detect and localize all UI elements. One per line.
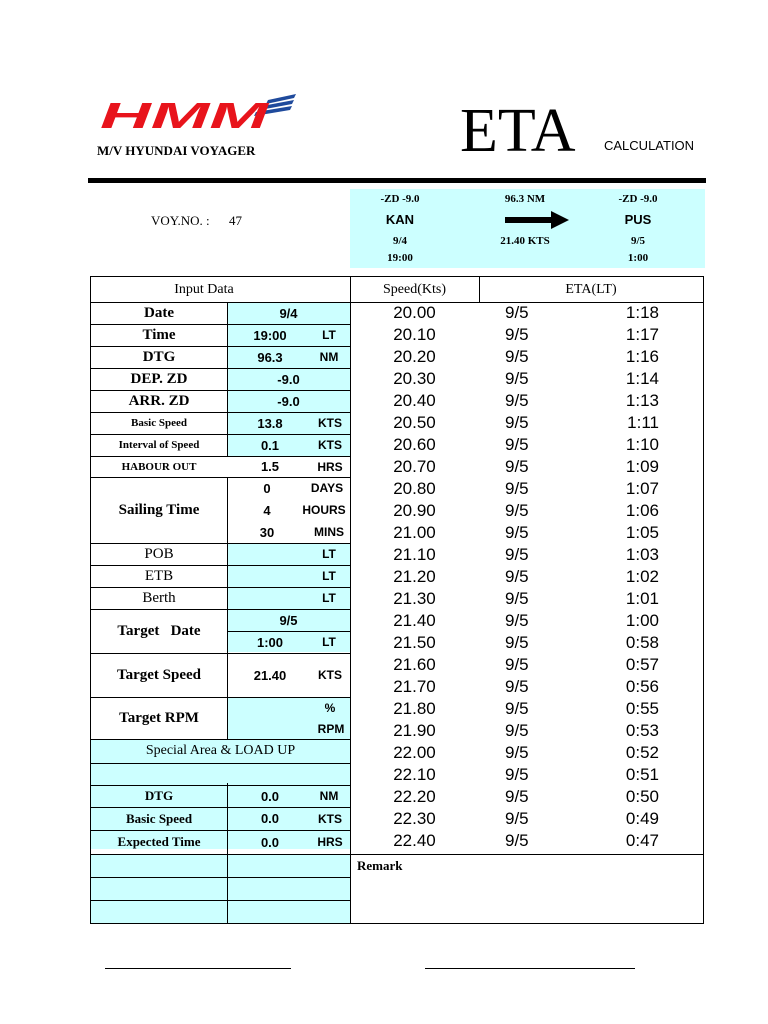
- result-speed: 20.70: [393, 457, 436, 476]
- result-date: 9/5: [505, 831, 529, 850]
- special-dtg-unit: NM: [319, 789, 339, 803]
- result-time: 1:17: [625, 325, 659, 344]
- result-date: 9/5: [505, 479, 529, 498]
- result-date: 9/5: [505, 611, 529, 630]
- basic-speed-unit: KTS: [318, 416, 342, 430]
- result-speed: 21.60: [393, 655, 436, 674]
- result-speed: 20.60: [393, 435, 436, 454]
- result-speed: 20.30: [393, 369, 436, 388]
- expected-time-input[interactable]: 0.0: [260, 834, 280, 850]
- result-speed: 21.90: [393, 721, 436, 740]
- date-label: Date: [144, 304, 174, 321]
- result-speed: 20.00: [393, 303, 436, 322]
- result-speed: 21.50: [393, 633, 436, 652]
- arr-time: 1:00: [627, 252, 649, 264]
- result-date: 9/5: [505, 765, 529, 784]
- speed-header: Speed(Kts): [383, 281, 446, 297]
- result-speed: 22.10: [393, 765, 436, 784]
- result-date: 9/5: [505, 677, 529, 696]
- result-time: 1:11: [627, 413, 659, 432]
- time-unit: LT: [322, 328, 336, 342]
- harbour-out-input[interactable]: 1.5: [260, 459, 280, 474]
- result-date: 9/5: [505, 809, 529, 828]
- target-date-input[interactable]: 9/5: [279, 612, 298, 628]
- sailing-days-unit: DAYS: [310, 481, 344, 495]
- result-time: 1:09: [625, 457, 659, 476]
- result-date: 9/5: [505, 435, 529, 454]
- special-basic-speed-input[interactable]: 0.0: [260, 811, 280, 826]
- remark-label: Remark: [357, 858, 403, 873]
- sailing-mins-value: 30: [259, 524, 275, 540]
- result-speed: 20.50: [393, 413, 436, 432]
- date-input[interactable]: 9/4: [279, 305, 298, 321]
- arr-zone: -ZD -9.0: [618, 193, 658, 205]
- time-input[interactable]: 19:00: [253, 327, 287, 343]
- interval-speed-input[interactable]: 0.1: [260, 437, 280, 453]
- harbour-out-unit: HRS: [317, 459, 343, 474]
- result-speed: 20.90: [393, 501, 436, 520]
- result-date: 9/5: [505, 567, 529, 586]
- berth-label: Berth: [142, 589, 176, 606]
- result-time: 1:06: [625, 501, 659, 520]
- signature-line-right: [425, 968, 635, 969]
- result-speed: 20.10: [393, 325, 436, 344]
- result-date: 9/5: [505, 523, 529, 542]
- result-time: 1:13: [625, 391, 659, 410]
- dep-port: KAN: [385, 212, 415, 227]
- result-date: 9/5: [505, 369, 529, 388]
- result-time: 1:18: [625, 303, 659, 322]
- result-time: 0:49: [625, 809, 659, 828]
- result-date: 9/5: [505, 633, 529, 652]
- page-subtitle: CALCULATION: [604, 138, 695, 153]
- etb-unit: LT: [322, 569, 336, 583]
- result-time: 1:05: [625, 523, 659, 542]
- result-date: 9/5: [505, 347, 529, 366]
- result-date: 9/5: [505, 721, 529, 740]
- basic-speed-input[interactable]: 13.8: [257, 415, 283, 431]
- result-date: 9/5: [505, 325, 529, 344]
- result-time: 0:51: [625, 765, 659, 784]
- result-speed: 21.80: [393, 699, 436, 718]
- dtg-unit: NM: [319, 350, 339, 364]
- special-dtg-input[interactable]: 0.0: [260, 788, 280, 804]
- result-speed: 20.20: [393, 347, 436, 366]
- input-data-header: Input Data: [174, 281, 234, 297]
- result-speed: 22.20: [393, 787, 436, 806]
- result-date: 9/5: [505, 545, 529, 564]
- result-time: 0:53: [625, 721, 659, 740]
- voyage-label: VOY.NO. :: [151, 213, 210, 228]
- result-speed: 22.30: [393, 809, 436, 828]
- arr-date: 9/5: [630, 235, 646, 247]
- route-speed: 21.40 KTS: [500, 235, 550, 247]
- pob-label: POB: [144, 545, 174, 562]
- logo-text: HMM: [100, 95, 270, 134]
- result-time: 1:10: [625, 435, 659, 454]
- interval-speed-unit: KTS: [318, 438, 342, 452]
- result-time: 0:57: [625, 655, 659, 674]
- sailing-hours-unit: HOURS: [302, 503, 346, 517]
- target-rpm-label: Target RPM: [119, 709, 199, 726]
- pob-unit: LT: [322, 547, 336, 561]
- arr-zd-input[interactable]: -9.0: [277, 393, 300, 409]
- target-speed-input[interactable]: 21.40: [253, 667, 287, 683]
- result-date: 9/5: [505, 655, 529, 674]
- dep-zone: -ZD -9.0: [380, 193, 420, 205]
- route-summary: [350, 189, 705, 268]
- result-time: 1:01: [625, 589, 659, 608]
- expected-time-label: Expected Time: [117, 834, 201, 849]
- result-speed: 21.00: [393, 523, 436, 542]
- eta-header: ETA(LT): [565, 281, 617, 297]
- arr-zd-label: ARR. ZD: [128, 392, 190, 409]
- result-speed: 21.30: [393, 589, 436, 608]
- interval-speed-label: Interval of Speed: [118, 439, 200, 451]
- time-label: Time: [142, 326, 176, 343]
- result-date: 9/5: [505, 743, 529, 762]
- dtg-label: DTG: [142, 348, 176, 365]
- voyage-number: 47: [229, 213, 242, 228]
- hmm-logo: [100, 94, 296, 134]
- route-distance: 96.3 NM: [504, 193, 546, 205]
- result-time: 1:16: [625, 347, 659, 366]
- result-time: 0:52: [625, 743, 659, 762]
- header-divider: [88, 178, 706, 183]
- harbour-out-label: HABOUR OUT: [121, 460, 197, 473]
- target-time-input[interactable]: 1:00: [256, 634, 284, 650]
- result-speed: 21.20: [393, 567, 436, 586]
- target-date-label: Target Date: [117, 622, 201, 639]
- result-date: 9/5: [505, 457, 529, 476]
- dep-date: 9/4: [392, 235, 408, 247]
- result-speed: 21.70: [393, 677, 436, 696]
- arrow-right-icon: [505, 211, 569, 229]
- page-title: ETA: [460, 97, 576, 165]
- target-time-unit: LT: [322, 635, 336, 649]
- result-time: 1:03: [625, 545, 659, 564]
- result-date: 9/5: [505, 413, 529, 432]
- dep-zd-input[interactable]: -9.0: [277, 371, 300, 387]
- result-time: 0:56: [625, 677, 659, 696]
- dep-time: 19:00: [387, 252, 413, 264]
- arr-port: PUS: [624, 212, 652, 227]
- result-time: 0:55: [625, 699, 659, 718]
- result-time: 1:00: [625, 611, 659, 630]
- result-speed: 22.00: [393, 743, 436, 762]
- berth-unit: LT: [322, 591, 336, 605]
- sailing-mins-unit: MINS: [314, 525, 344, 539]
- expected-time-unit: HRS: [317, 835, 343, 849]
- vessel-name: M/V HYUNDAI VOYAGER: [97, 143, 256, 158]
- special-basic-speed-label: Basic Speed: [125, 810, 193, 826]
- result-date: 9/5: [505, 501, 529, 520]
- etb-label: ETB: [144, 567, 174, 584]
- result-date: 9/5: [505, 303, 529, 322]
- basic-speed-label: Basic Speed: [131, 417, 187, 429]
- rpm-percent-unit: %: [324, 700, 336, 715]
- sailing-time-label: Sailing Time: [118, 501, 200, 518]
- result-speed: 20.40: [393, 391, 436, 410]
- target-speed-label: Target Speed: [116, 666, 202, 683]
- target-speed-unit: KTS: [318, 668, 342, 682]
- result-date: 9/5: [505, 391, 529, 410]
- eta-table: [90, 276, 704, 924]
- signature-line-left: [105, 968, 291, 969]
- result-time: 0:47: [625, 831, 659, 850]
- dep-zd-label: DEP. ZD: [130, 370, 188, 387]
- special-dtg-label: DTG: [144, 788, 174, 803]
- result-time: 0:50: [625, 787, 659, 806]
- result-time: 1:14: [625, 369, 659, 388]
- result-time: 0:58: [625, 633, 659, 652]
- result-time: 1:07: [625, 479, 659, 498]
- result-speed: 22.40: [393, 831, 436, 850]
- rpm-unit: RPM: [317, 721, 345, 736]
- result-speed: 21.40: [393, 611, 436, 630]
- result-time: 1:02: [625, 567, 659, 586]
- result-date: 9/5: [505, 699, 529, 718]
- sailing-days-value: 0: [263, 480, 271, 496]
- special-basic-speed-unit: KTS: [318, 811, 342, 826]
- result-date: 9/5: [505, 787, 529, 806]
- special-area-label: Special Area & LOAD UP: [145, 743, 296, 758]
- dtg-input[interactable]: 96.3: [257, 349, 283, 365]
- result-speed: 20.80: [393, 479, 436, 498]
- sailing-hours-value: 4: [263, 502, 271, 518]
- result-speed: 21.10: [393, 545, 436, 564]
- blank-input-rows: [91, 855, 350, 923]
- result-date: 9/5: [505, 589, 529, 608]
